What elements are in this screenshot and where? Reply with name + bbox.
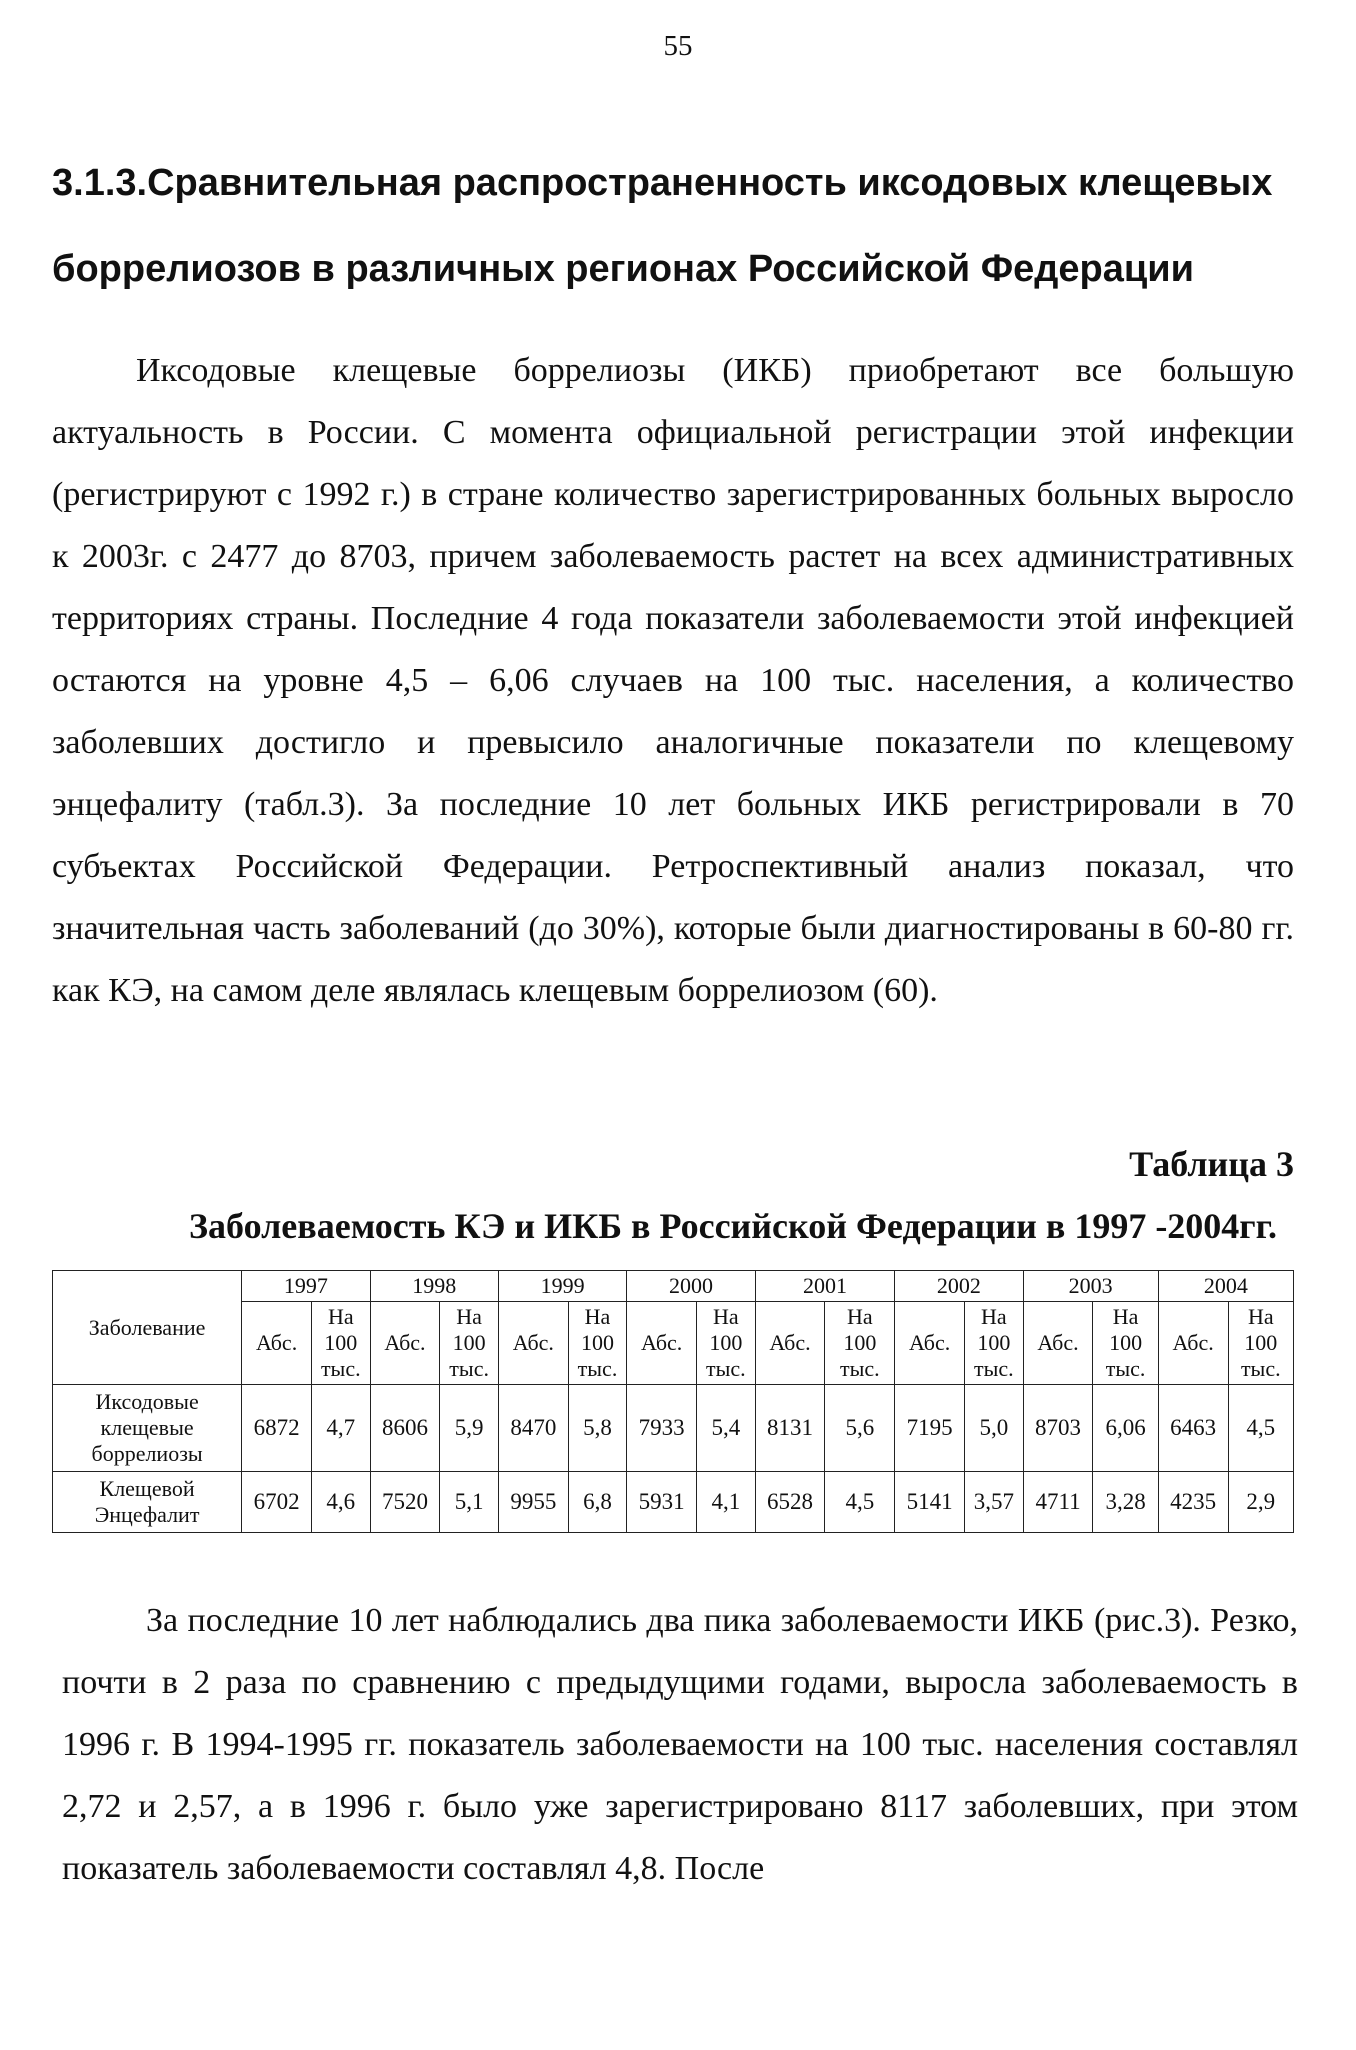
paragraph-intro: [52, 340, 1294, 1022]
cell-line: 100: [1109, 1330, 1143, 1355]
table-title: Заболеваемость КЭ и ИКБ в Российской Федерации в 1997 -2004гг.: [189, 1206, 1277, 1246]
table-cell-value: 8703: [1023, 1385, 1093, 1472]
section-heading-line-2: боррелиозов в различных регионах Российской Федерации: [52, 248, 1194, 290]
section-heading: [52, 140, 1312, 312]
cell-line: тыс.: [320, 1356, 361, 1381]
header-absolute: Абс.: [627, 1302, 697, 1385]
table-cell-value: 8606: [370, 1385, 440, 1472]
header-absolute: Абс.: [1023, 1302, 1093, 1385]
cell-line: Энцефалит: [94, 1502, 200, 1527]
header-year: 2000: [627, 1271, 755, 1302]
table-cell-value: 7195: [895, 1385, 965, 1472]
table-cell-value: 5931: [627, 1472, 697, 1533]
header-disease: Заболевание: [53, 1271, 242, 1385]
header-per-100k: [1228, 1302, 1293, 1385]
table-cell-value: 4235: [1158, 1472, 1228, 1533]
cell-line: Клещевой: [99, 1476, 195, 1501]
cell-line: 100: [1244, 1330, 1278, 1355]
cell-line: боррелиозы: [91, 1441, 203, 1466]
cell-line: Иксодовые: [95, 1389, 199, 1414]
table-cell-value: 9955: [498, 1472, 568, 1533]
cell-line: 100: [843, 1330, 877, 1355]
header-per-100k: [825, 1302, 895, 1385]
table-cell-value: 8470: [498, 1385, 568, 1472]
header-year: 2001: [755, 1271, 895, 1302]
table-cell-value: 6,06: [1093, 1385, 1158, 1472]
table-cell-value: 4,1: [697, 1472, 756, 1533]
cell-line: 100: [580, 1330, 614, 1355]
table-cell-value: 3,57: [965, 1472, 1024, 1533]
table-cell-value: 7933: [627, 1385, 697, 1472]
table-header-row-years: [53, 1271, 1294, 1302]
header-absolute: Абс.: [755, 1302, 825, 1385]
row-disease-name: [53, 1472, 242, 1533]
header-year: 1997: [242, 1271, 370, 1302]
cell-line: На: [713, 1304, 739, 1329]
header-year: 1998: [370, 1271, 498, 1302]
cell-line: На: [981, 1304, 1007, 1329]
cell-line: На: [1247, 1304, 1274, 1329]
table-cell-value: 3,28: [1093, 1472, 1158, 1533]
table-row: [53, 1472, 1294, 1533]
row-disease-name: [53, 1385, 242, 1472]
cell-line: На: [847, 1304, 873, 1329]
header-absolute: Абс.: [1158, 1302, 1228, 1385]
table-cell-value: 6702: [242, 1472, 312, 1533]
cell-line: клещевые: [100, 1415, 194, 1440]
header-per-100k: [312, 1302, 371, 1385]
table-row: [53, 1385, 1294, 1472]
cell-line: На: [584, 1304, 611, 1329]
table-cell-value: 5,0: [965, 1385, 1024, 1472]
cell-line: тыс.: [1105, 1356, 1146, 1381]
header-year: 2004: [1158, 1271, 1293, 1302]
header-per-100k: [697, 1302, 756, 1385]
table-cell-value: 5,6: [825, 1385, 895, 1472]
table-cell-value: 6,8: [568, 1472, 627, 1533]
table-cell-value: 7520: [370, 1472, 440, 1533]
table-cell-value: 8131: [755, 1385, 825, 1472]
cell-line: 100: [977, 1330, 1011, 1355]
cell-line: тыс.: [449, 1356, 489, 1381]
header-per-100k: [965, 1302, 1024, 1385]
header-year: 2003: [1023, 1271, 1158, 1302]
header-per-100k: [568, 1302, 627, 1385]
table-cell-value: 6872: [242, 1385, 312, 1472]
cell-line: тыс.: [706, 1356, 746, 1381]
table-cell-value: 4,5: [1228, 1385, 1293, 1472]
table-cell-value: 6528: [755, 1472, 825, 1533]
table-cell-value: 5141: [895, 1472, 965, 1533]
cell-line: тыс.: [840, 1356, 880, 1381]
cell-line: тыс.: [577, 1356, 618, 1381]
header-absolute: Абс.: [498, 1302, 568, 1385]
header-year: 2002: [895, 1271, 1023, 1302]
table-cell-value: 4,6: [312, 1472, 371, 1533]
page-number: 55: [663, 30, 693, 62]
cell-line: 100: [452, 1330, 486, 1355]
table-cell-value: 4,5: [825, 1472, 895, 1533]
table-cell-value: 4,7: [312, 1385, 371, 1472]
cell-line: На: [327, 1304, 354, 1329]
header-absolute: Абс.: [895, 1302, 965, 1385]
cell-line: 100: [324, 1330, 358, 1355]
cell-line: тыс.: [1240, 1356, 1281, 1381]
table-cell-value: 6463: [1158, 1385, 1228, 1472]
table-cell-value: 4711: [1023, 1472, 1093, 1533]
paragraph-peaks: [62, 1590, 1298, 1900]
header-absolute: Абс.: [370, 1302, 440, 1385]
paragraph-intro-text: Иксодовые клещевые боррелиозы (ИКБ) приобретают все большую актуальность в России. С момента официальной регистрации этой инфекции (регистрируют с 1992 г.) в стране количество зарегистрированных больных выросло к 2003г. с 2477 до 8703, причем заболеваемость растет на всех административных территориях страны. Последние 4 года показатели заболеваемости этой инфекцией остаются на уровне 4,5 – 6,06 случаев на 100 тыс. населения, а количество заболевших достигло и превысило аналогичные показатели по клещевому энцефалиту (табл.3). За последние 10 лет больных ИКБ регистрировали в 70 субъектах Российской Федерации. Ретроспективный анализ показал, что значительная часть заболеваний (до 30%), которые были диагностированы в 60-80 гг. как КЭ, на самом деле являлась клещевым боррелиозом (60).: [52, 352, 1294, 1009]
table-cell-value: 5,1: [440, 1472, 499, 1533]
header-per-100k: [1093, 1302, 1158, 1385]
header-absolute: Абс.: [242, 1302, 312, 1385]
table-body: [53, 1271, 1294, 1533]
table-cell-value: 5,8: [568, 1385, 627, 1472]
cell-line: На: [456, 1304, 482, 1329]
table-label: Таблица 3: [1129, 1144, 1294, 1184]
table-cell-value: 5,4: [697, 1385, 756, 1472]
section-heading-line-1: 3.1.3.Сравнительная распространенность иксодовых клещевых: [52, 162, 1273, 204]
incidence-table: [52, 1270, 1294, 1533]
paragraph-peaks-text: За последние 10 лет наблюдались два пика заболеваемости ИКБ (рис.3). Резко, почти в 2 раза по сравнению с предыдущими годами, выросла заболеваемость в 1996 г. В 1994-1995 гг. показатель заболеваемости на 100 тыс. населения составлял 2,72 и 2,57, а в 1996 г. было уже зарегистрировано 8117 заболевших, при этом показатель заболеваемости составлял 4,8. После: [62, 1602, 1298, 1887]
cell-line: тыс.: [974, 1356, 1014, 1381]
cell-line: На: [1112, 1304, 1139, 1329]
table-cell-value: 5,9: [440, 1385, 499, 1472]
cell-line: 100: [709, 1330, 743, 1355]
header-year: 1999: [498, 1271, 626, 1302]
table-cell-value: 2,9: [1228, 1472, 1293, 1533]
header-per-100k: [440, 1302, 499, 1385]
